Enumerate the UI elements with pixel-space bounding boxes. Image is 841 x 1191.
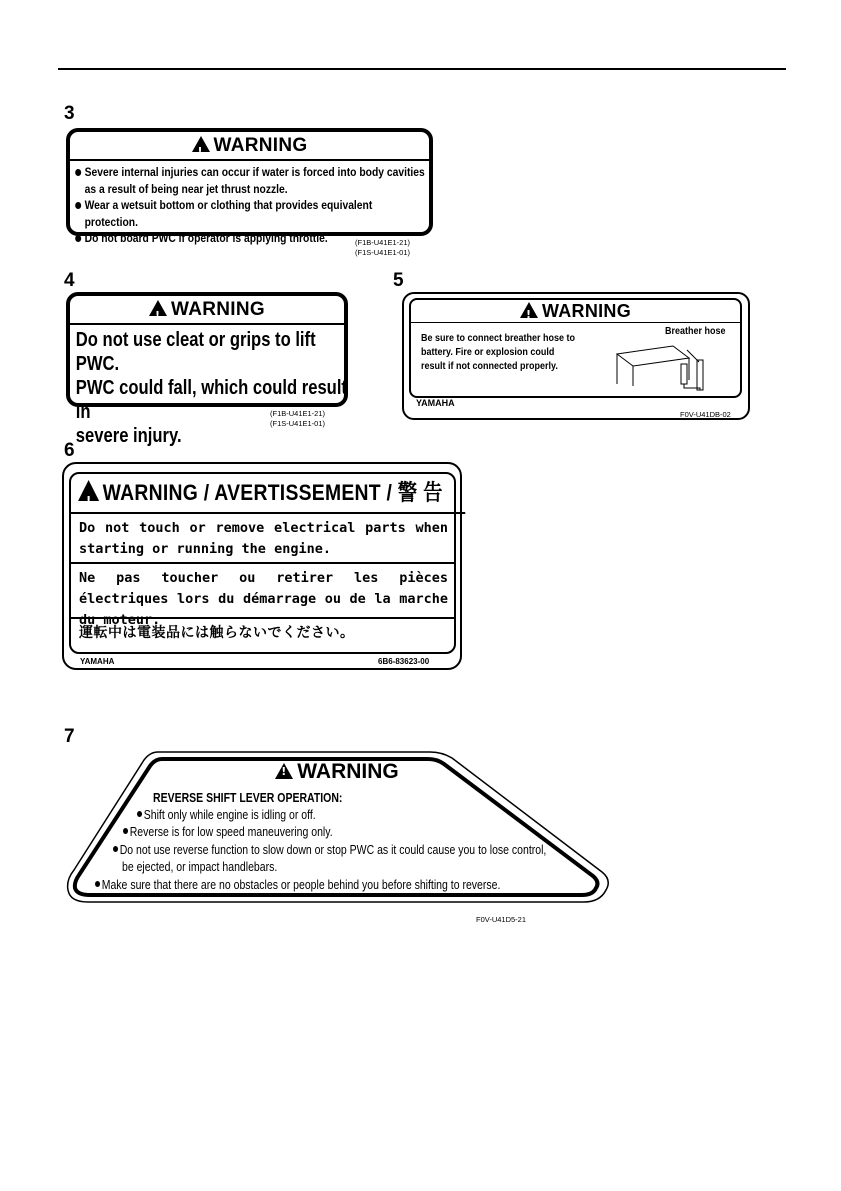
warning-label-3	[66, 128, 433, 245]
header-rule	[58, 68, 786, 70]
warning-triangle-icon	[275, 763, 293, 779]
label-title: !WARNING	[66, 760, 608, 784]
brand-logo: YAMAHA	[80, 657, 115, 666]
bullet-continuation: as a result of being near jet thrust nozzle.	[84, 181, 288, 196]
bullet-continuation: be ejected, or impact handlebars.	[122, 860, 278, 874]
japanese-text: 運転中は電装品には触らないでください。	[79, 625, 355, 641]
warning-triangle-icon	[78, 480, 99, 501]
bullet-item: Do not use reverse function to slow down or stop PWC as it could cause you to lose control,	[113, 842, 546, 859]
warning-label-5	[409, 298, 742, 398]
part-code: F0V-U41DB-02	[680, 410, 731, 419]
bullet-item: Reverse is for low speed maneuvering only.	[123, 824, 333, 841]
diagram-label: Breather hose	[665, 326, 726, 337]
label-number-6: 6	[64, 440, 75, 461]
warning-triangle-icon	[520, 302, 538, 318]
label-number-3: 3	[64, 103, 75, 124]
warning-triangle-icon	[192, 136, 210, 152]
warning-triangle-icon	[149, 300, 167, 316]
section-heading: REVERSE SHIFT LEVER OPERATION:	[153, 791, 343, 805]
part-code: (F1B-U41E1-21) (F1S-U41E1-01)	[355, 238, 411, 257]
part-code: 6B6-83623-00	[378, 657, 430, 666]
bullet-item: Severe internal injuries can occur if water is forced into body cavities	[74, 164, 427, 181]
french-text: Ne pas toucher ou retirer les pièces électriques lors du démarrage ou de la marche du moteur.	[71, 564, 454, 619]
part-code: (F1B-U41E1-21) (F1S-U41E1-01)	[270, 409, 326, 428]
bullet-item: Make sure that there are no obstacles or people behind you before shifting to reverse.	[95, 877, 500, 894]
label-number-5: 5	[393, 270, 404, 291]
warning-label-6	[69, 472, 456, 654]
label-body	[70, 161, 432, 247]
label-number-4: 4	[64, 270, 75, 291]
label-title: !WARNING / AVERTISSEMENT / 警 告	[71, 474, 465, 514]
label-title: !WARNING	[411, 300, 740, 323]
label-title: !WARNING	[70, 296, 344, 325]
bullet-item: Do not board PWC if operator is applying throttle.	[74, 230, 427, 247]
battery-diagram-icon	[607, 336, 722, 394]
label-number-7: 7	[64, 726, 75, 747]
label-body: Be sure to connect breather hose to battery. Fire or explosion could result if not connected properly.	[421, 333, 576, 372]
part-code: F0V-U41D5-21	[476, 915, 527, 924]
label-title: !WARNING	[70, 132, 429, 161]
label-body: Do not use cleat or grips to lift PWC. PWC could fall, which could result in severe injury.	[75, 329, 347, 447]
brand-logo: YAMAHA	[416, 398, 455, 408]
bullet-item: Shift only while engine is idling or off.	[137, 807, 316, 824]
english-text: Do not touch or remove electrical parts when starting or running the engine.	[71, 514, 454, 564]
bullet-item: Wear a wetsuit bottom or clothing that provides equivalent protection.	[74, 197, 427, 230]
